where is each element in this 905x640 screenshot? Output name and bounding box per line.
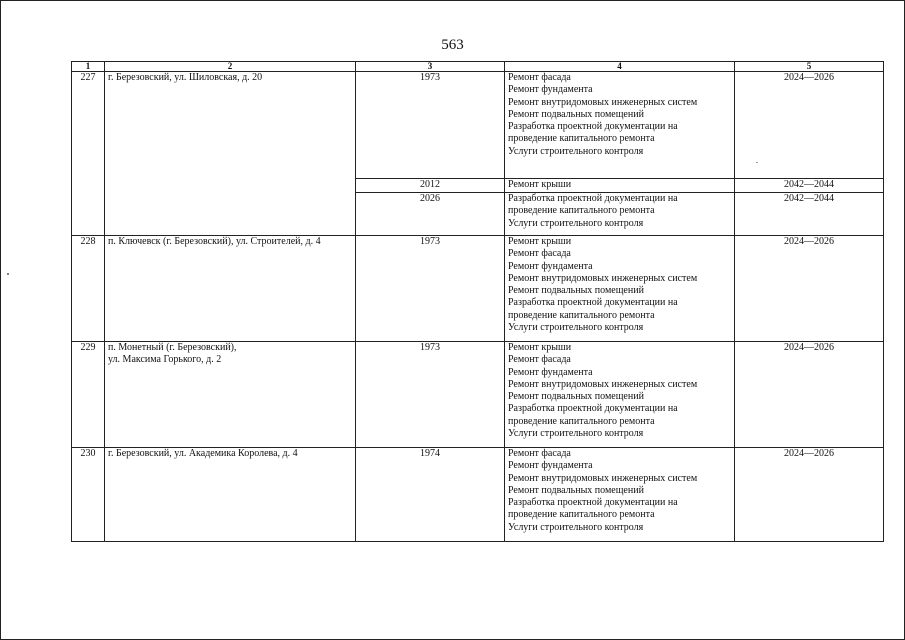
header-col-4: 4 <box>505 62 735 72</box>
period-cell: 2024—2026 <box>735 342 884 448</box>
works-cell <box>505 72 735 179</box>
address-cell <box>105 236 356 342</box>
work-item: Ремонт подвальных помещений <box>508 285 644 297</box>
table-row <box>72 72 884 179</box>
header-col-2: 2 <box>105 62 356 72</box>
work-item: Ремонт фундамента <box>508 366 593 378</box>
period-cell: 2024—2026 <box>735 72 884 179</box>
address-line: ул. Максима Горького, д. 2 <box>108 354 222 366</box>
page-number: 563 <box>441 37 464 53</box>
row-number: 230 <box>72 448 105 542</box>
year-cell: 2026 <box>356 193 505 236</box>
work-item: Ремонт фасада <box>508 354 571 366</box>
work-item: Услуги строительного контроля <box>508 145 644 157</box>
row-number: 227 <box>72 72 105 236</box>
row-number: 229 <box>72 342 105 448</box>
capital-repair-table <box>71 61 884 542</box>
address-cell <box>105 448 356 542</box>
work-item: Ремонт крыши <box>508 342 572 353</box>
header-col-5: 5 <box>735 62 884 72</box>
works-cell <box>505 342 735 448</box>
year-cell: 1974 <box>356 448 505 542</box>
work-item: Ремонт фасада <box>508 248 571 260</box>
address-cell <box>105 72 356 236</box>
period-cell: 2024—2026 <box>735 448 884 542</box>
work-item: Ремонт внутридомовых инженерных систем <box>508 472 698 484</box>
year-cell: 2012 <box>356 179 505 193</box>
work-item: Ремонт фасада <box>508 448 571 459</box>
header-row <box>72 62 884 72</box>
work-item: Ремонт подвальных помещений <box>508 391 644 403</box>
year-cell: 1973 <box>356 236 505 342</box>
address-cell <box>105 342 356 448</box>
work-item: Ремонт фундамента <box>508 460 593 472</box>
works-cell <box>505 448 735 542</box>
header-col-3: 3 <box>356 62 505 72</box>
work-item: Разработка проектной документации на <box>508 121 678 133</box>
scan-speck <box>7 273 9 275</box>
work-item: проведение капитального ремонта <box>508 133 655 145</box>
work-item: Разработка проектной документации на <box>508 403 678 415</box>
period-cell: 2042—2044 <box>735 179 884 193</box>
work-item: проведение капитального ремонта <box>508 205 655 217</box>
work-item: Ремонт фундамента <box>508 260 593 272</box>
period-cell: 2042—2044 <box>735 193 884 236</box>
work-item: Ремонт фундамента <box>508 84 593 96</box>
work-item: Ремонт фасада <box>508 72 571 83</box>
header-col-1: 1 <box>72 62 105 72</box>
work-item: Услуги строительного контроля <box>508 217 644 229</box>
table-row <box>72 448 884 542</box>
address-line: п. Монетный (г. Березовский), <box>108 342 237 353</box>
work-item: Ремонт крыши <box>508 236 572 247</box>
work-item: проведение капитального ремонта <box>508 509 655 521</box>
period-cell: 2024—2026 <box>735 236 884 342</box>
work-item: проведение капитального ремонта <box>508 415 655 427</box>
address-line: г. Березовский, ул. Академика Королева, д. 4 <box>108 448 298 459</box>
address-line: п. Ключевск (г. Березовский), ул. Строителей, д. 4 <box>108 236 321 247</box>
work-item: Разработка проектной документации на <box>508 497 678 509</box>
work-item: Ремонт подвальных помещений <box>508 108 644 120</box>
work-item: Услуги строительного контроля <box>508 521 644 533</box>
work-item: Ремонт внутридомовых инженерных систем <box>508 378 698 390</box>
table-row <box>72 342 884 448</box>
work-item: проведение капитального ремонта <box>508 309 655 321</box>
works-cell <box>505 179 735 193</box>
work-item: Разработка проектной документации на <box>508 297 678 309</box>
work-item: Ремонт внутридомовых инженерных систем <box>508 96 698 108</box>
work-item: Ремонт внутридомовых инженерных систем <box>508 272 698 284</box>
address-line: г. Березовский, ул. Шиловская, д. 20 <box>108 72 263 83</box>
row-number: 228 <box>72 236 105 342</box>
year-cell: 1973 <box>356 342 505 448</box>
table-row <box>72 236 884 342</box>
works-cell <box>505 236 735 342</box>
work-item: Ремонт крыши <box>508 179 572 190</box>
work-item: Услуги строительного контроля <box>508 322 644 334</box>
work-item: Услуги строительного контроля <box>508 428 644 440</box>
year-cell: 1973 <box>356 72 505 179</box>
work-item: Разработка проектной документации на <box>508 193 678 204</box>
works-cell <box>505 193 735 236</box>
work-item: Ремонт подвальных помещений <box>508 484 644 496</box>
